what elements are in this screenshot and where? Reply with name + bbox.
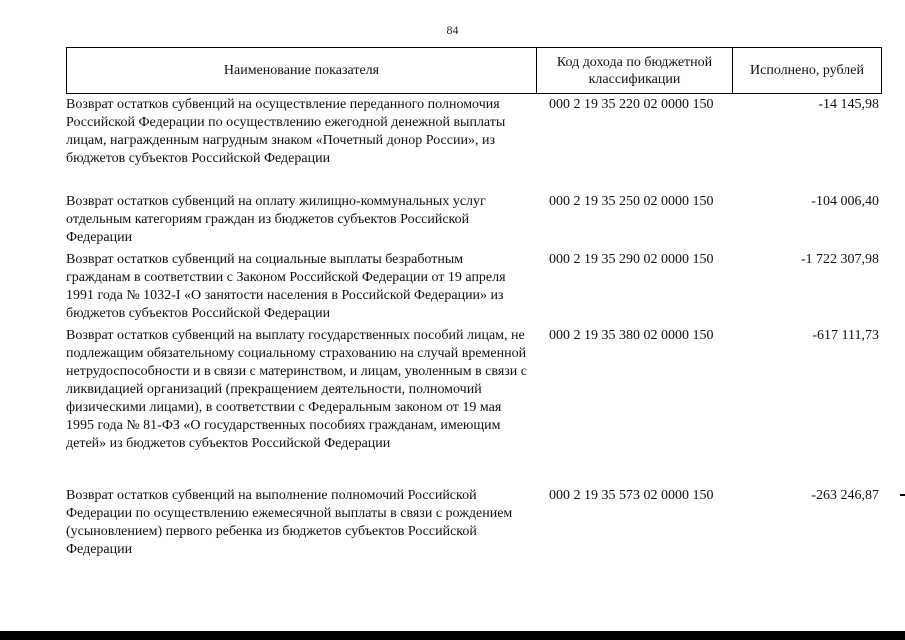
header-amount: Исполнено, рублей [750,63,864,78]
row-name: Возврат остатков субвенций на выплату государственных пособий лицам, не подлежащим обязательному социальному страхованию на случай временной нетрудоспособности и в связи с материнством, и лицам, уволенным в связи с ликвидацией организаций (прекращением деятельности, полномочий физическими лицами), в соответствии с Федеральным законом от 19 мая 1995 года № 81-ФЗ «О государственных пособиях гражданам, имеющим детей» из бюджетов субъектов Российской Федерации [66,328,527,451]
row-code: 000 2 19 35 220 02 0000 150 [549,97,714,112]
header-code: Код дохода по бюджетной классификации [537,48,733,93]
table-header [66,47,882,94]
row-code: 000 2 19 35 380 02 0000 150 [549,328,714,343]
row-amount: -104 006,40 [811,194,879,209]
row-name: Возврат остатков субвенций на оплату жилищно-коммунальных услуг отдельным категориям граждан из бюджетов субъектов Российской Федерации [66,194,486,245]
row-name: Возврат остатков субвенций на осуществление переданного полномочия Российской Федерации по осуществлению ежегодной денежной выплаты лицам, награжденным нагрудным знаком «Почетный донор России», из бюджетов субъектов Российской Федерации [66,97,506,166]
row-code: 000 2 19 35 573 02 0000 150 [549,488,714,503]
row-code: 000 2 19 35 250 02 0000 150 [549,194,714,209]
row-code: 000 2 19 35 290 02 0000 150 [549,252,714,267]
row-name: Возврат остатков субвенций на выполнение полномочий Российской Федерации по осуществлению ежемесячной выплаты в связи с рождением (усыновлением) первого ребенка из бюджетов субъектов Российской Федерации [66,488,513,557]
scan-edge-mark [900,494,905,496]
scan-bottom-border [0,631,905,640]
row-amount: -617 111,73 [812,328,879,343]
page-number: 84 [446,23,459,37]
header-name: Наименование показателя [67,48,537,93]
row-amount: -14 145,98 [818,97,879,112]
row-amount: -1 722 307,98 [800,252,879,267]
row-name: Возврат остатков субвенций на социальные выплаты безработным гражданам в соответствии с Законом Российской Федерации от 19 апреля 1991 года № 1032-I «О занятости населения в Российской Федерации» из бюджетов субъектов Российской Федерации [66,252,506,321]
row-amount: -263 246,87 [811,488,879,503]
